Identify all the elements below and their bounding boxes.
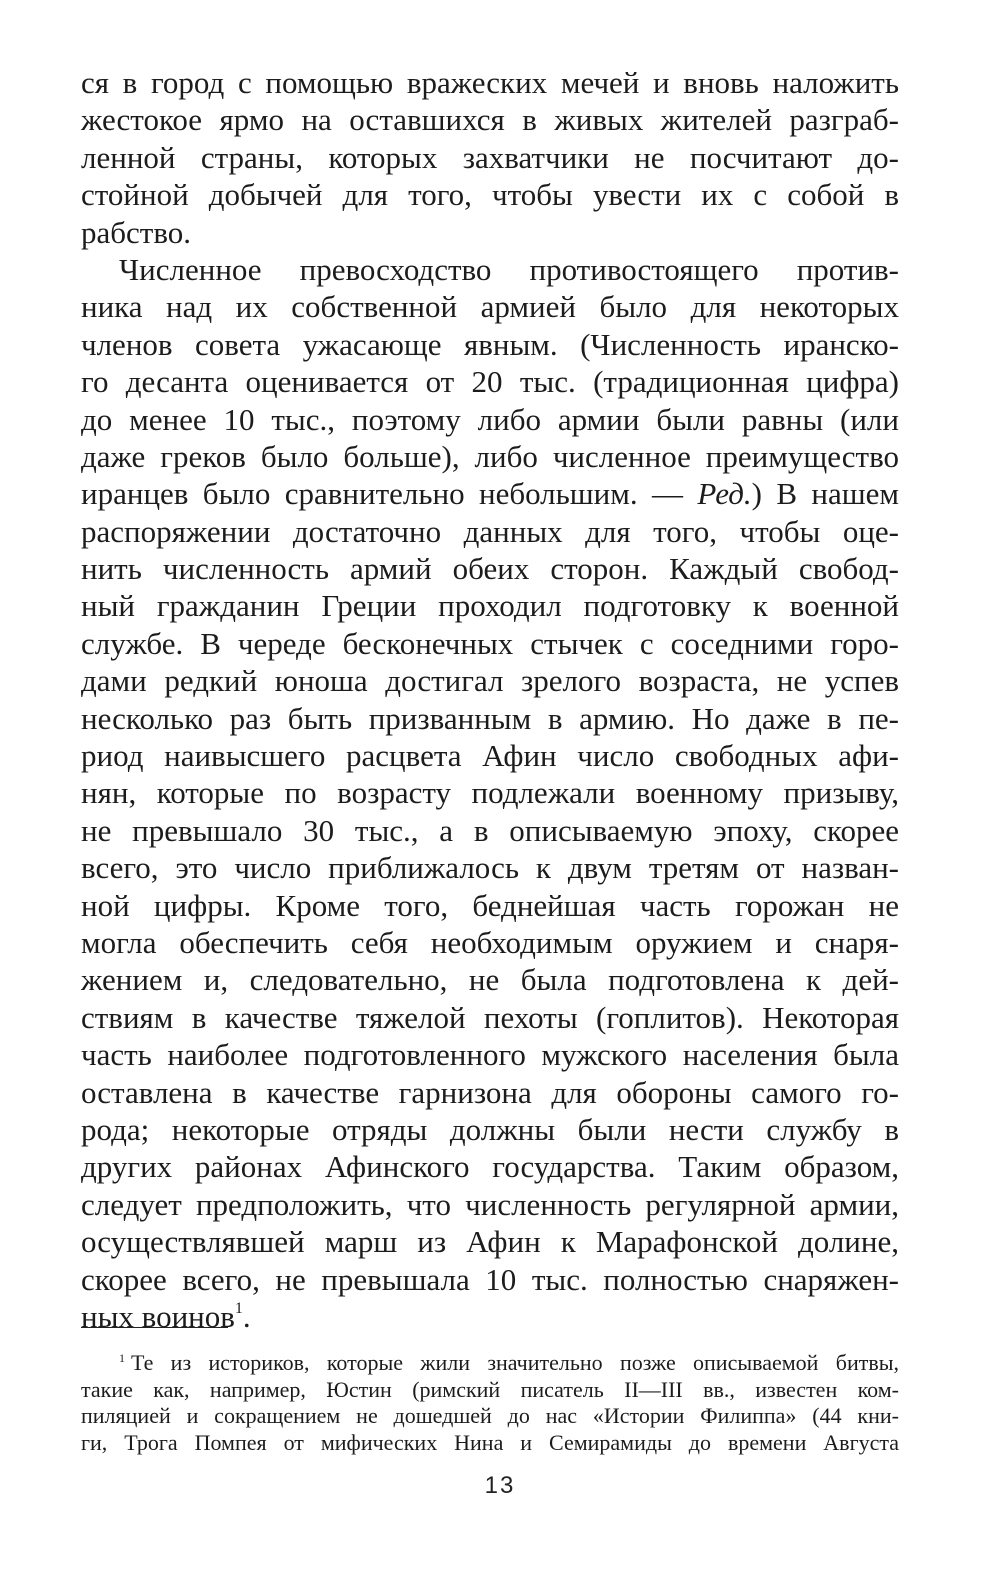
text-line: ленной страны, которых захватчики не посчитают до-: [81, 139, 899, 175]
text-line: всего, это число приближалось к двум третям от назван-: [81, 850, 899, 886]
text-line: жестокое ярмо на оставшихся в живых жителей разграб-: [81, 102, 899, 138]
text-line: могла обеспечить себя необходимым оружием и снаря-: [81, 924, 899, 960]
text-line: скорее всего, не превышала 10 тыс. полностью снаряжен-: [81, 1261, 899, 1297]
text-line: нить численность армий обеих сторон. Каждый свобод-: [81, 551, 899, 587]
text-line: стойной добычей для того, чтобы увести их с собой в: [81, 177, 899, 213]
text-line: ной цифры. Кроме того, беднейшая часть горожан не: [81, 887, 899, 923]
text-line: не превышало 30 тыс., а в описываемую эпоху, скорее: [81, 812, 899, 848]
text-line: ный гражданин Греции проходил подготовку к военной: [81, 588, 899, 624]
text-line-end: ) В нашем: [751, 476, 899, 512]
text-line: [81, 1298, 899, 1335]
text-line: часть наиболее подготовленного мужского населения была: [81, 1037, 899, 1073]
text-line: нян, которые по возрасту подлежали военному призыву,: [81, 775, 899, 811]
text-line: даже греков было больше), либо численное преимущество: [81, 438, 899, 474]
text-line: риод наивысшего расцвета Афин число свободных афи-: [81, 738, 899, 774]
text-line: до менее 10 тыс., поэтому либо армии были равны (или: [81, 401, 899, 437]
text-line: несколько раз быть призванным в армию. Но даже в пе-: [81, 700, 899, 736]
text-line: рода; некоторые отряды должны были нести службу в: [81, 1111, 899, 1147]
text-line: дами редкий юноша достигал зрелого возраста, не успев: [81, 663, 899, 699]
footnotes: [81, 1350, 899, 1456]
footnote-line: ги, Трога Помпея от мифических Нина и Семирамиды до времени Августа: [81, 1429, 899, 1455]
text-line: службе. В череде бесконечных стычек с соседними горо-: [81, 625, 899, 661]
editor-mark: Ред.: [697, 476, 752, 512]
text-line: жением и, следовательно, не была подготовлена к дей-: [81, 962, 899, 998]
footnote-reference[interactable]: 1: [234, 1299, 243, 1317]
text-line: членов совета ужасающе явным. (Численность иранско-: [81, 326, 899, 362]
footnote-marker: 1: [119, 1351, 125, 1365]
footnote-line-text: Те из историков, которые жили значительно позже описываемой битвы,: [131, 1350, 899, 1375]
text-line: оставлена в качестве гарнизона для обороны самого го-: [81, 1074, 899, 1110]
text-line: распоряжении достаточно данных для того, чтобы оце-: [81, 513, 899, 549]
text-line: ствиям в качестве тяжелой пехоты (гоплитов). Некоторая: [81, 999, 899, 1035]
page-number: 13: [484, 1472, 516, 1499]
footnote-divider: [81, 1327, 228, 1328]
text-line: осуществлявшей марш из Афин к Марафонской долине,: [81, 1224, 899, 1260]
footnote-line: такие как, например, Юстин (римский писатель II—III вв., известен ком-: [81, 1376, 899, 1402]
text-line-start: иранцев было сравнительно небольшим. —: [81, 476, 698, 512]
footnote-line: [81, 1350, 899, 1377]
text-line-start: ных воинов: [81, 1298, 235, 1334]
text-line: ника над их собственной армией было для некоторых: [81, 289, 899, 325]
text-line: го десанта оценивается от 20 тыс. (традиционная цифра): [81, 364, 899, 400]
text-line: ся в город с помощью вражеских мечей и вновь наложить: [81, 65, 899, 100]
text-line: других районах Афинского государства. Таким образом,: [81, 1149, 899, 1185]
text-line: Численное превосходство противостоящего против-: [119, 251, 899, 287]
footnote-line: пиляцией и сокращением не дошедшей до нас «Истории Филиппа» (44 кни-: [81, 1403, 899, 1428]
text-line: следует предположить, что численность регулярной армии,: [81, 1186, 899, 1222]
text-line: [81, 475, 899, 512]
text-line: рабство.: [81, 214, 192, 250]
text-line-end: .: [242, 1298, 251, 1334]
main-text: [81, 64, 899, 1335]
